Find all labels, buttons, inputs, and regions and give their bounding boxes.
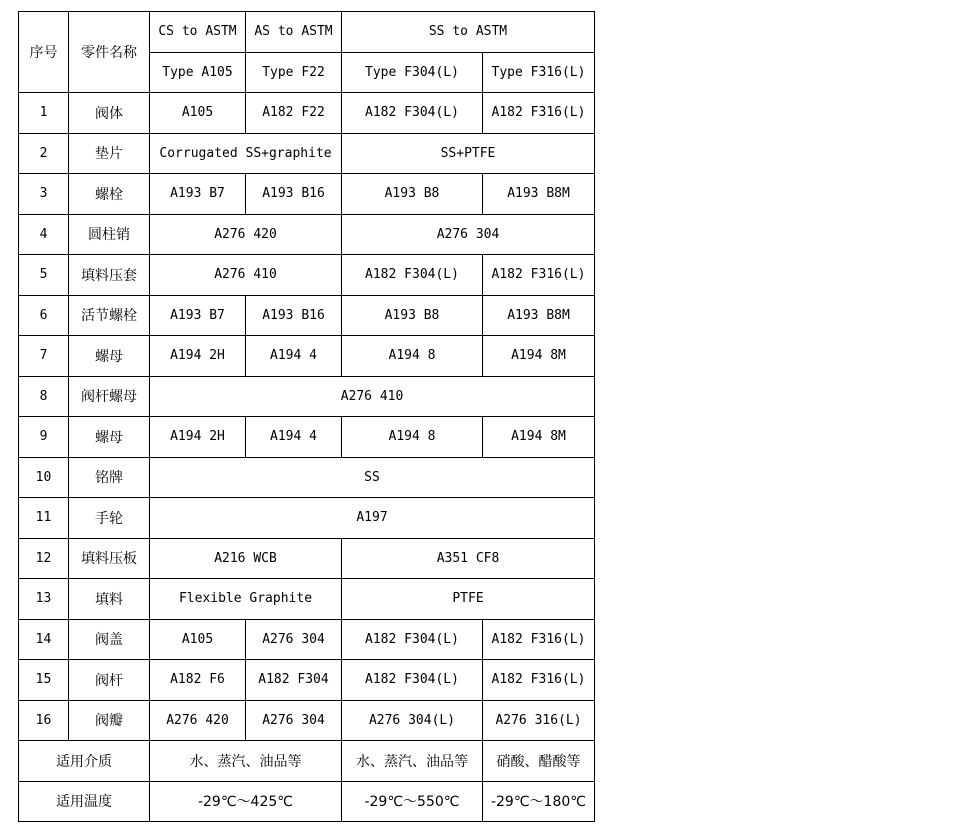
material-cell: A193 B7 — [150, 174, 246, 215]
material-cell: A276 410 — [150, 376, 595, 417]
material-cell: A194 8M — [483, 417, 595, 458]
material-cell: A276 420 — [150, 214, 342, 255]
row-number: 9 — [19, 417, 69, 458]
part-name: 阀瓣 — [69, 700, 150, 741]
table-row — [19, 133, 595, 174]
material-cell: A193 B8M — [483, 174, 595, 215]
part-name: 螺栓 — [69, 174, 150, 215]
material-cell: A276 410 — [150, 255, 342, 296]
table-row — [19, 417, 595, 458]
material-cell: SS — [150, 457, 595, 498]
material-cell: A193 B8 — [342, 174, 483, 215]
material-cell: A182 F316(L) — [483, 93, 595, 134]
medium-value: 硝酸、醋酸等 — [483, 741, 595, 782]
header-type-a105: Type A105 — [150, 52, 246, 93]
header-cs-group: CS to ASTM — [150, 12, 246, 53]
material-cell: A276 304 — [246, 619, 342, 660]
material-cell: A194 2H — [150, 417, 246, 458]
row-number: 5 — [19, 255, 69, 296]
material-cell: A182 F6 — [150, 660, 246, 701]
part-name: 手轮 — [69, 498, 150, 539]
material-cell: A194 4 — [246, 417, 342, 458]
part-name: 铭牌 — [69, 457, 150, 498]
material-cell: PTFE — [342, 579, 595, 620]
table-row — [19, 174, 595, 215]
material-cell: Flexible Graphite — [150, 579, 342, 620]
part-name: 阀杆螺母 — [69, 376, 150, 417]
part-name: 填料压板 — [69, 538, 150, 579]
table-row — [19, 295, 595, 336]
row-number: 3 — [19, 174, 69, 215]
part-name: 圆柱销 — [69, 214, 150, 255]
table-row — [19, 255, 595, 296]
row-number: 1 — [19, 93, 69, 134]
part-name: 填料压套 — [69, 255, 150, 296]
row-number: 13 — [19, 579, 69, 620]
medium-row — [19, 741, 595, 782]
material-cell: A194 4 — [246, 336, 342, 377]
header-row-1 — [19, 12, 595, 53]
table-row — [19, 498, 595, 539]
table-row — [19, 457, 595, 498]
material-cell: A182 F304(L) — [342, 619, 483, 660]
table-row — [19, 336, 595, 377]
material-cell: A193 B7 — [150, 295, 246, 336]
table-row — [19, 214, 595, 255]
header-type-f316: Type F316(L) — [483, 52, 595, 93]
row-number: 15 — [19, 660, 69, 701]
material-cell: A276 420 — [150, 700, 246, 741]
temperature-label: 适用温度 — [19, 781, 150, 822]
material-cell: A182 F304 — [246, 660, 342, 701]
material-cell: A194 8M — [483, 336, 595, 377]
row-number: 8 — [19, 376, 69, 417]
header-type-f22: Type F22 — [246, 52, 342, 93]
row-number: 14 — [19, 619, 69, 660]
table-row — [19, 700, 595, 741]
material-cell: A194 8 — [342, 417, 483, 458]
material-cell: A182 F22 — [246, 93, 342, 134]
material-cell: A276 304 — [342, 214, 595, 255]
table-row — [19, 619, 595, 660]
table-row — [19, 538, 595, 579]
header-type-f304: Type F304(L) — [342, 52, 483, 93]
medium-value: 水、蒸汽、油品等 — [342, 741, 483, 782]
medium-label: 适用介质 — [19, 741, 150, 782]
material-cell: A182 F304(L) — [342, 93, 483, 134]
material-cell: A193 B16 — [246, 295, 342, 336]
material-cell: A182 F304(L) — [342, 660, 483, 701]
material-cell: A105 — [150, 619, 246, 660]
material-cell: A193 B8M — [483, 295, 595, 336]
material-cell: A182 F304(L) — [342, 255, 483, 296]
row-number: 4 — [19, 214, 69, 255]
material-cell: A105 — [150, 93, 246, 134]
material-cell: A197 — [150, 498, 595, 539]
material-cell: A276 304 — [246, 700, 342, 741]
row-number: 16 — [19, 700, 69, 741]
material-cell: A351 CF8 — [342, 538, 595, 579]
material-cell: A182 F316(L) — [483, 255, 595, 296]
row-number: 11 — [19, 498, 69, 539]
material-cell: A276 304(L) — [342, 700, 483, 741]
temperature-value: -29℃～180℃ — [483, 781, 595, 822]
row-number: 12 — [19, 538, 69, 579]
materials-table — [18, 11, 595, 822]
table-row — [19, 376, 595, 417]
row-number: 2 — [19, 133, 69, 174]
part-name: 螺母 — [69, 336, 150, 377]
table-row — [19, 579, 595, 620]
material-cell: A193 B16 — [246, 174, 342, 215]
header-no: 序号 — [19, 12, 69, 93]
header-as-group: AS to ASTM — [246, 12, 342, 53]
material-cell: A194 2H — [150, 336, 246, 377]
header-ss-group: SS to ASTM — [342, 12, 595, 53]
material-cell: A182 F316(L) — [483, 619, 595, 660]
part-name: 阀杆 — [69, 660, 150, 701]
material-cell: A193 B8 — [342, 295, 483, 336]
material-cell: A216 WCB — [150, 538, 342, 579]
part-name: 垫片 — [69, 133, 150, 174]
material-cell: A182 F316(L) — [483, 660, 595, 701]
part-name: 阀盖 — [69, 619, 150, 660]
material-cell: SS+PTFE — [342, 133, 595, 174]
material-cell: A276 316(L) — [483, 700, 595, 741]
row-number: 7 — [19, 336, 69, 377]
part-name: 螺母 — [69, 417, 150, 458]
temperature-value: -29℃～425℃ — [150, 781, 342, 822]
table-row — [19, 93, 595, 134]
row-number: 6 — [19, 295, 69, 336]
medium-value: 水、蒸汽、油品等 — [150, 741, 342, 782]
part-name: 填料 — [69, 579, 150, 620]
material-cell: A194 8 — [342, 336, 483, 377]
temperature-value: -29℃～550℃ — [342, 781, 483, 822]
part-name: 阀体 — [69, 93, 150, 134]
material-cell: Corrugated SS+graphite — [150, 133, 342, 174]
table-row — [19, 660, 595, 701]
part-name: 活节螺栓 — [69, 295, 150, 336]
temperature-row — [19, 781, 595, 822]
header-part-name: 零件名称 — [69, 12, 150, 93]
row-number: 10 — [19, 457, 69, 498]
